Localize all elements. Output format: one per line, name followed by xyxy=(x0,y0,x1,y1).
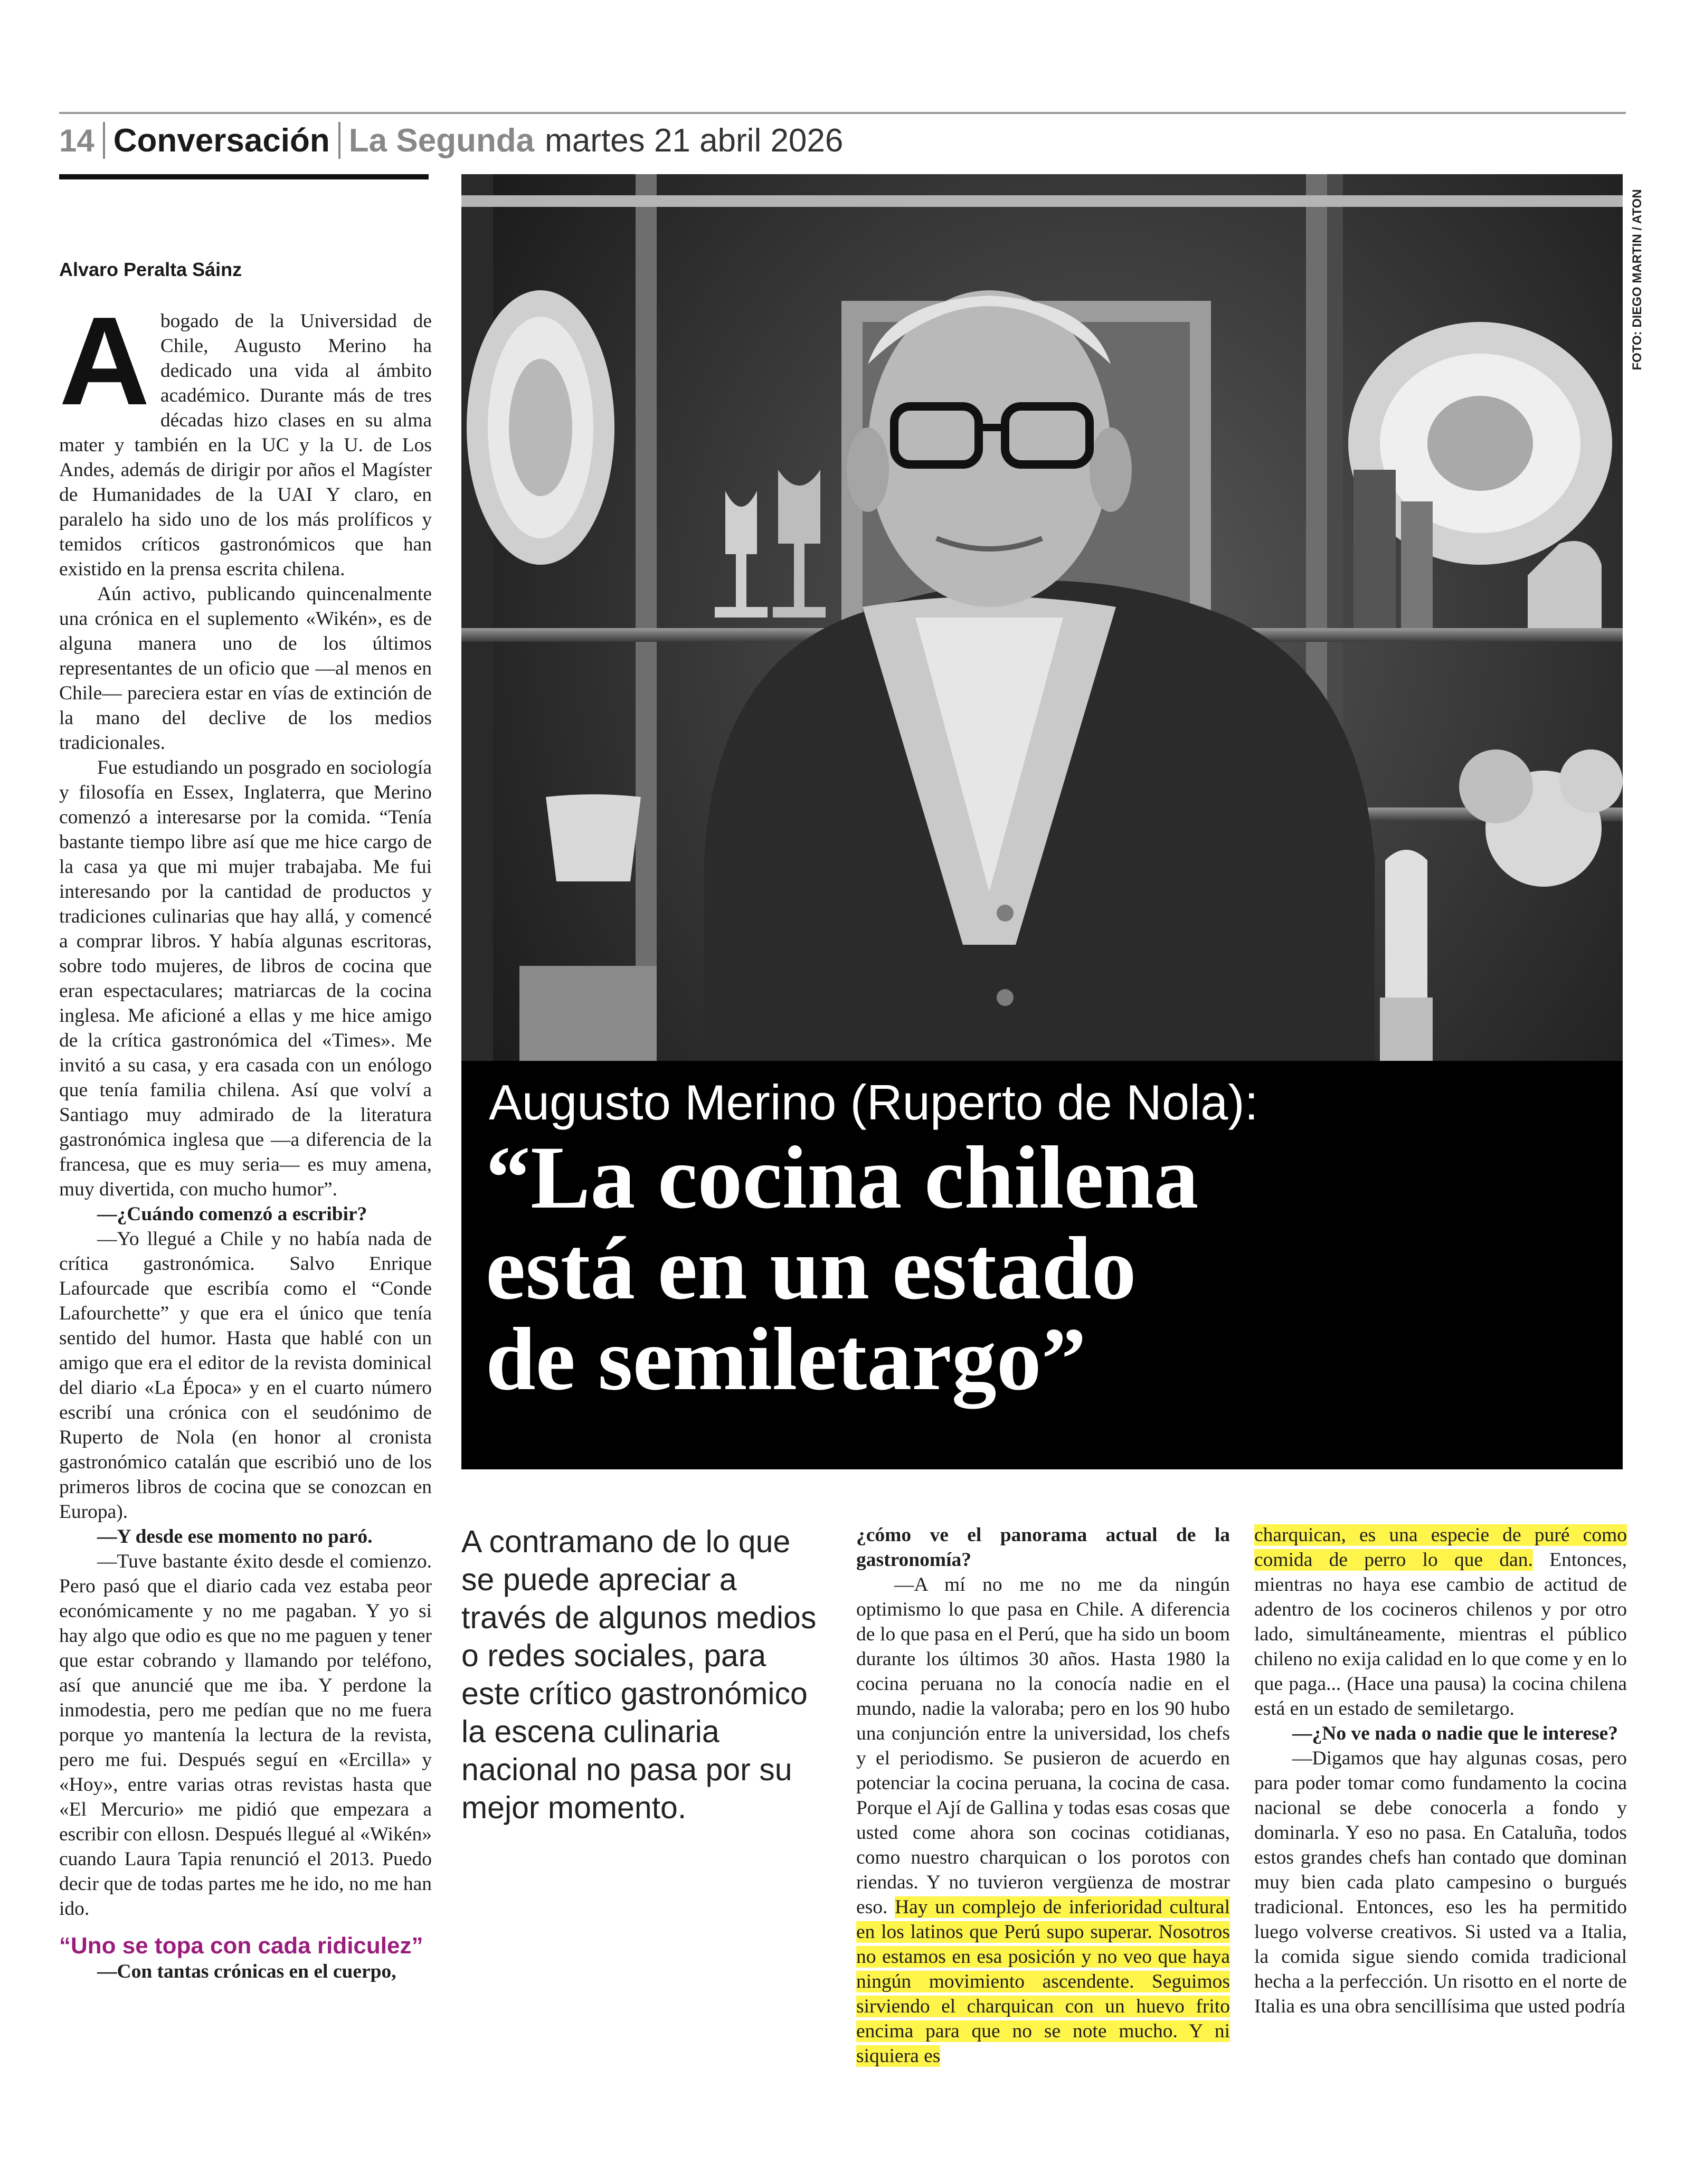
interview-question: —Y desde ese momento no paró. xyxy=(97,1526,373,1547)
headline-kicker: Augusto Merino (Ruperto de Nola): xyxy=(489,1075,1258,1130)
highlighted-text: charquican, es una especie de puré como comida de perro lo que dan. xyxy=(1254,1524,1627,1571)
body-paragraph: Aún activo, publicando quincenalmente una crónica en el suplemento «Wikén», es de alguna manera uno de los últimos representantes de un oficio que —al menos en Chile— pareciera estar en vías de extinción de la mano del declive de los medios tradicionales. xyxy=(59,583,432,754)
issue-date: martes 21 abril 2026 xyxy=(545,122,844,159)
header-divider xyxy=(103,122,105,159)
newspaper-name: La Segunda xyxy=(348,122,535,159)
article-column-3 xyxy=(856,1523,1230,2068)
section-subhead: “Uno se topa con cada ridiculez” xyxy=(59,1933,423,1959)
pull-quote: A contramano de lo que se puede apreciar a través de algunos medios o redes sociales, para este crítico gastronómico la escena culinaria nacional no pasa por su mejor momento. xyxy=(461,1524,817,1825)
article-column-1 xyxy=(59,291,432,1984)
page-header xyxy=(59,117,843,164)
body-paragraph: —Yo llegué a Chile y no había nada de crítica gastronómica. Salvo Enrique Lafourcade que escribía como el “Conde Lafourchette” y que era el único que tenía sentido del humor. Hasta que hablé con un amigo que era el editor de la revista dominical del diario «La Época» y en el cuarto número escribí una crónica con el seudónimo de Ruperto de Nola (en honor al cronista gastronómico catalán que escribió uno de los primeros libros de cocina que se conozcan en Europa). xyxy=(59,1228,432,1523)
interview-question: —Con tantas crónicas en el cuerpo, xyxy=(97,1961,396,1982)
byline: Alvaro Peralta Sáinz xyxy=(59,259,242,280)
headline xyxy=(486,1128,1610,1409)
interview-question: ¿cómo ve el panorama actual de la gastronomía? xyxy=(856,1524,1230,1571)
drop-cap: A xyxy=(59,291,150,431)
lead-paragraph: Abogado de la Universidad de Chile, Augusto Merino ha dedicado una vida al ámbito académico. Durante más de tres décadas hizo clases en su alma mater y también en la UC y la U. de Los Andes, además de dirigir por años el Magíster de Humanidades de la UAI Y claro, en paralelo ha sido uno de los más prolíficos y temidos críticos gastronómicos que han existido en la prensa escrita chilena. xyxy=(59,291,432,580)
interview-question: —¿Cuándo comenzó a escribir? xyxy=(97,1203,367,1225)
headline-line: de semiletargo” xyxy=(486,1309,1086,1409)
highlighted-text: Hay un complejo de inferioridad cultural en los latinos que Perú supo superar. Nosotros no estamos en esa posición y no veo que haya ningún movimiento ascendente. Seguimos sirviendo el charquican con un huevo frito encima para que no se note mucho. Y ni siquiera es xyxy=(856,1896,1230,2067)
body-paragraph: —A mí no me no me da ningún optimismo lo que pasa en Chile. A diferencia de lo que pasa en el Perú, que ha sido un boom durante los últimos 30 años. Hasta 1980 la cocina peruana no la conocía nadie en el mundo, nadie la valoraba; pero en los 90 hubo una conjunción entre la universidad, los chefs y el periodismo. Se pusieron de acuerdo en potenciar la cocina peruana, la cocina de casa. Porque el Ají de Gallina y todas esas cosas que usted come ahora son cocinas cotidianas, como nuestro charquican o los porotos con riendas. Y no tuvieron vergüenza de mostrar eso. Hay un complejo de inferioridad cultural en los latinos que Perú supo superar. Nosotros no estamos en esa posición y no veo que haya ningún movimiento ascendente. Seguimos sirviendo el charquican con un huevo frito encima para que no se note mucho. Y ni siquiera es xyxy=(856,1574,1230,2067)
body-paragraph: —Digamos que hay algunas cosas, pero para poder tomar como fundamento la cocina nacional se debe conocerla a fondo y dominarla. Y eso no pasa. En Cataluña, todos estos grandes chefs han contado que dominan muy bien cada plato campesino o burgués tradicional. Entonces, eso les ha permitido luego volverse creativos. Si usted va a Italia, la comida sigue siendo comida tradicional hecha a la perfección. Un risotto en el norte de Italia es una obra sencillísima que usted podría xyxy=(1254,1748,1627,2017)
article-column-4 xyxy=(1254,1523,1627,2019)
header-divider xyxy=(338,122,340,159)
page-number: 14 xyxy=(59,122,94,158)
column-top-rule xyxy=(59,174,429,179)
photo-credit: FOTO: DIEGO MARTIN / ATON xyxy=(1630,189,1644,371)
body-paragraph: Fue estudiando un posgrado en sociología y filosofía en Essex, Inglaterra, que Merino comenzó a interesarse por la comida. “Tenía bastante tiempo libre así que me hice cargo de la casa ya que mi mujer trabajaba. Me fui interesando por la cantidad de productos y tradiciones culinarias que hay allá, y comencé a comprar libros. Y había algunas escritoras, sobre todo mujeres, de libros de cocina que eran espectaculares; matriarcas de la cocina inglesa. Me aficioné a ellas y me hice amigo de la crítica gastronómica del «Times». Me invitó a su casa, y era casada con un enólogo que tenía familia chilena. Así que volví a Santiago muy admirado de la literatura gastronómica inglesa que —a diferencia de la francesa, que es muy seria— es muy amena, muy divertida, con mucho humor”. xyxy=(59,757,432,1200)
body-paragraph: —Tuve bastante éxito desde el comienzo. Pero pasó que el diario cada vez estaba peor económicamente y no me pagaban. Y yo si hay algo que odio es que no me paguen y tener que estar cobrando y llamando por teléfono, así que anuncié que me iba. Y perdone la inmodestia, pero me pedían que no me fuera porque yo mantenía la lectura de la revista, pero me fui. Después seguí en «Ercilla» y «Hoy», entre varias otras revistas hasta que «El Mercurio» me pidió que empezara a escribir con ellosn. Después llegué al «Wikén» cuando Laura Tapia renunció el 2013. Puedo decir que de todas partes me he ido, no me han ido. xyxy=(59,1551,432,1920)
interview-question: —¿No ve nada o nadie que le interese? xyxy=(1292,1723,1618,1744)
headline-line: “La cocina chilena xyxy=(486,1128,1199,1227)
body-paragraph: charquican, es una especie de puré como comida de perro lo que dan. Entonces, mientras no haya ese cambio de actitud de adentro de los cocineros chilenos y por otro lado, simultáneamente, mientras el público chileno no exija calidad en lo que come y en lo que paga... (Hace una pausa) la cocina chilena está en un estado de semiletargo. xyxy=(1254,1524,1627,1720)
section-name: Conversación xyxy=(113,122,330,159)
header-rule xyxy=(59,112,1626,114)
headline-line: está en un estado xyxy=(486,1219,1137,1318)
